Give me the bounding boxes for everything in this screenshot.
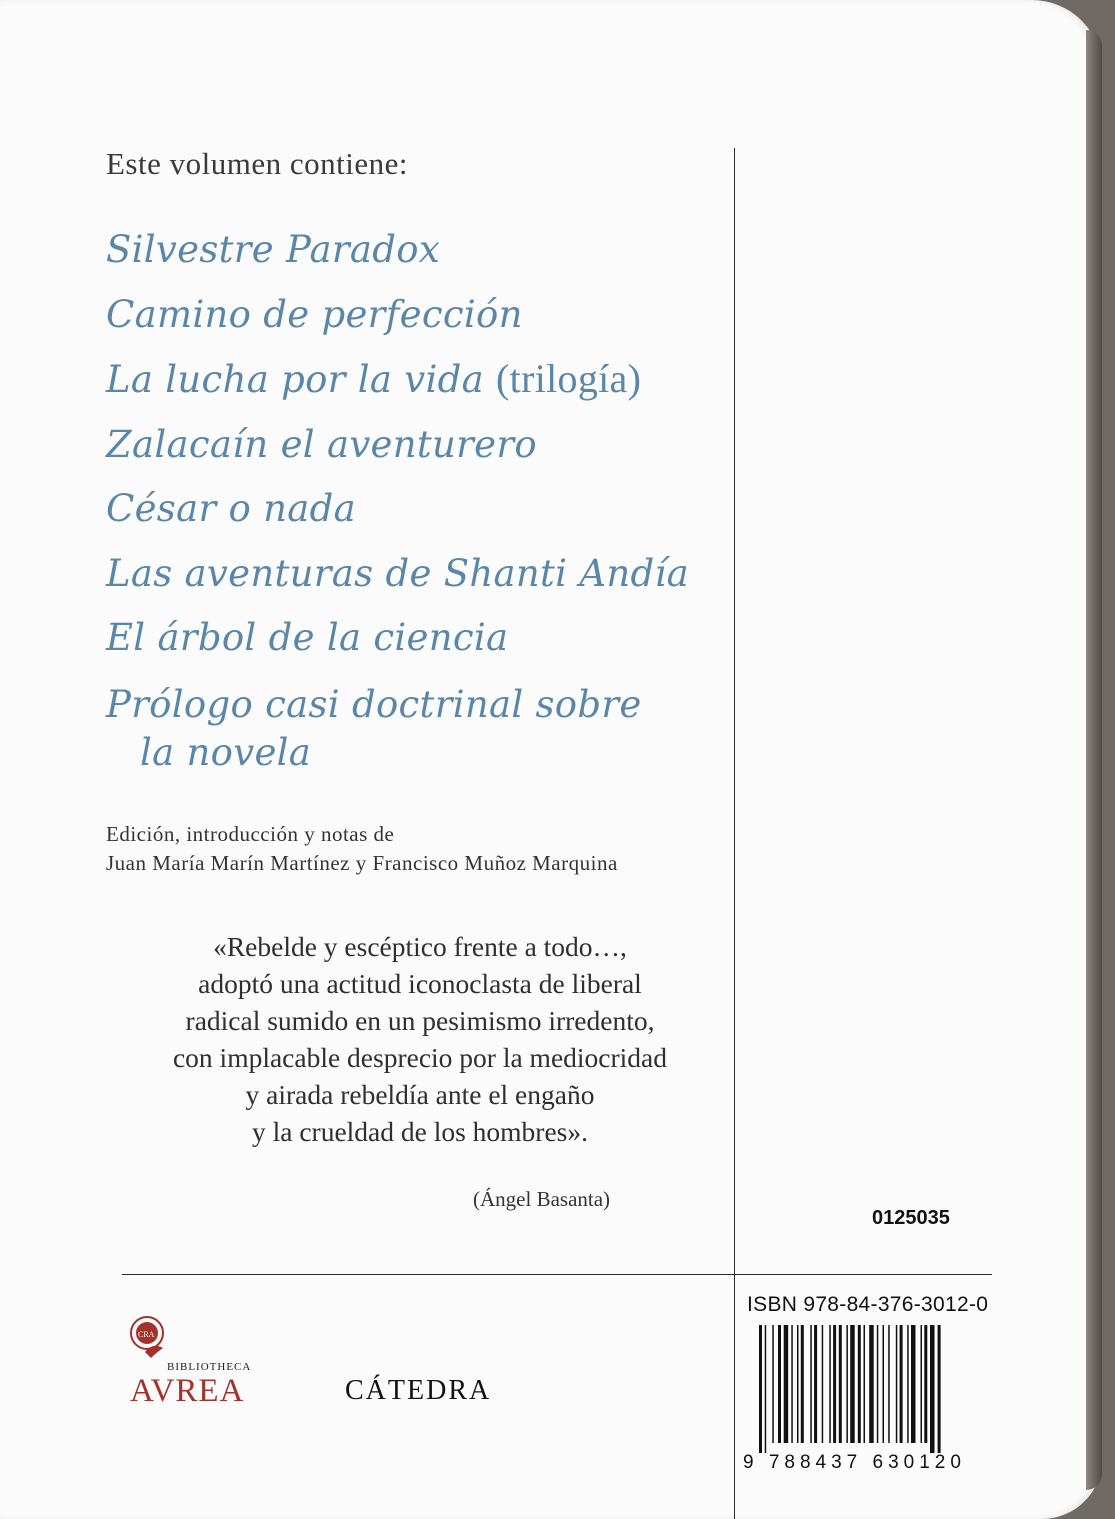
barcode-digits-text: 9 788437 630120 (743, 1452, 966, 1473)
quote-author: (Ángel Basanta) (473, 1187, 611, 1211)
title-item (106, 283, 689, 348)
title-item (106, 542, 689, 607)
barcode-icon (759, 1325, 981, 1453)
quote-line: y airada rebeldía ante el engaño (245, 1079, 595, 1110)
title-item (106, 606, 689, 671)
title-list (106, 218, 689, 777)
title-text: Zalacaín el aventurero (106, 422, 537, 466)
barcode-digits (743, 1452, 966, 1474)
publisher-name: CÁTEDRA (345, 1375, 492, 1406)
title-text: Las aventuras de Shanti Andía (106, 551, 689, 595)
blurb-quote (100, 928, 740, 1150)
seal-letters: CRA (138, 1330, 155, 1339)
title-item (106, 477, 689, 542)
product-code: 0125035 (872, 1207, 950, 1229)
title-item (106, 218, 689, 283)
series-name-big: AVREA (130, 1373, 245, 1409)
editors-line-2: Juan María Marín Martínez y Francisco Muñoz Marquina (106, 851, 618, 875)
quote-line: «Rebelde y escéptico frente a todo…, (213, 931, 627, 962)
title-text-continued: la novela (140, 730, 312, 774)
book-spine-edge (1086, 30, 1102, 1490)
quote-line: radical sumido en un pesimismo irredento, (185, 1005, 655, 1036)
contents-intro: Este volumen contiene: (106, 146, 408, 181)
title-text: Silvestre Paradox (106, 228, 440, 271)
horizontal-divider (122, 1274, 992, 1275)
title-item (106, 681, 689, 777)
title-item (106, 413, 689, 478)
title-item (106, 347, 689, 413)
editors-credit (106, 820, 618, 878)
editors-line-1: Edición, introducción y notas de (106, 822, 395, 846)
isbn-label: ISBN 978-84-376-3012-0 (747, 1293, 989, 1316)
title-text: La lucha por la vida (106, 358, 484, 401)
quote-line: adoptó una actitud iconoclasta de liberal (198, 968, 642, 999)
series-name-small: BIBLIOTHECA (167, 1361, 252, 1373)
title-text: César o nada (106, 487, 356, 530)
quote-line: y la crueldad de los hombres». (251, 1116, 588, 1147)
title-text: Prólogo casi doctrinal sobre (106, 682, 642, 726)
title-text: El árbol de la ciencia (106, 616, 509, 659)
trilogy-note: (trilogía) (496, 356, 642, 401)
quote-line: con implacable desprecio por la mediocridad (172, 1042, 668, 1073)
title-text: Camino de perfección (106, 292, 523, 336)
vertical-divider (734, 148, 735, 1519)
